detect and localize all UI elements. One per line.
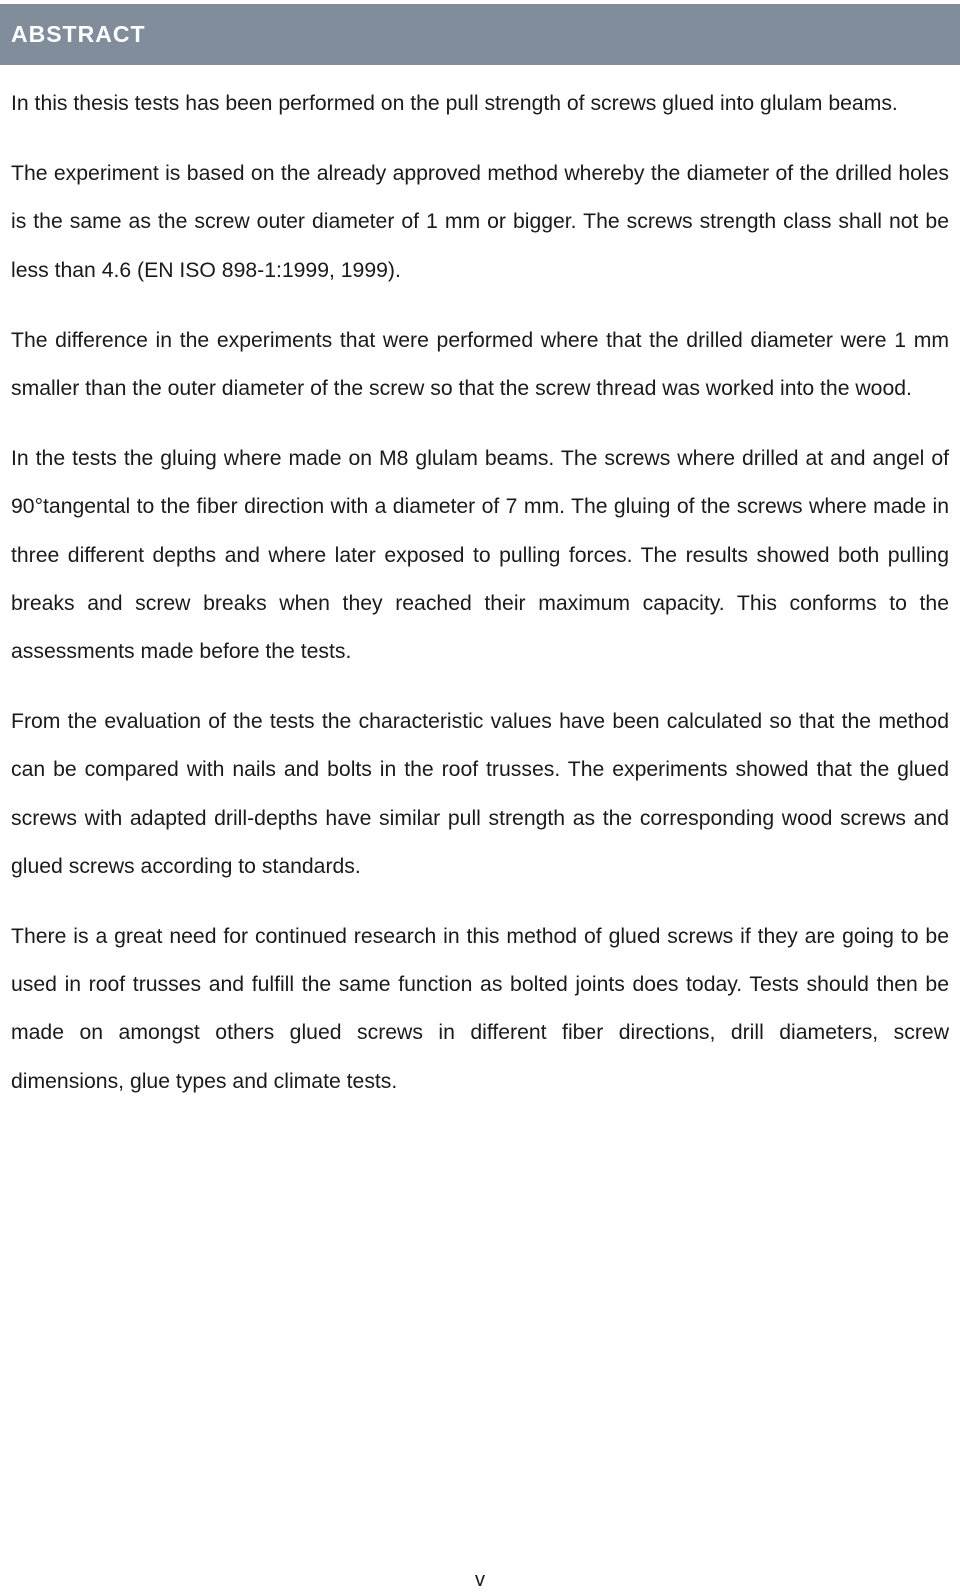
abstract-paragraph-1: In this thesis tests has been performed on the pull strength of screws glued into glulam beams. — [11, 92, 898, 115]
abstract-paragraph-5: From the evaluation of the tests the characteristic values have been calculated so that the method can be compared with nails and bolts in the roof trusses. The experiments showed that the glued screws with adapted drill-depths have similar pull strength as the corresponding wood screws and glued screws according to standards. — [11, 710, 949, 878]
abstract-paragraph-6: There is a great need for continued research in this method of glued screws if they are going to be used in roof trusses and fulfill the same function as bolted joints does today. Tests should then be made on amongst others glued screws in different fiber directions, drill diameters, screw dimensions, glue types and climate tests. — [11, 925, 949, 1093]
abstract-heading-bar — [0, 4, 960, 65]
abstract-paragraph-3: The difference in the experiments that were performed where that the drilled diameter were 1 mm smaller than the outer diameter of the screw so that the screw thread was worked into the wood. — [11, 328, 949, 401]
page-number: v — [475, 1569, 485, 1591]
abstract-heading: ABSTRACT — [11, 21, 146, 47]
abstract-body — [11, 80, 949, 1128]
abstract-paragraph-2: The experiment is based on the already approved method whereby the diameter of the drilled holes is the same as the screw outer diameter of 1 mm or bigger. The screws strength class shall not be less than 4.6 (EN ISO 898-1:1999, 1999). — [11, 162, 949, 282]
abstract-paragraph-4: In the tests the gluing where made on M8 glulam beams. The screws where drilled at and angel of 90°tangental to the fiber direction with a diameter of 7 mm. The gluing of the screws where made in three different depths and where later exposed to pulling forces. The results showed both pulling breaks and screw breaks when they reached their maximum capacity. This conforms to the assessments made before the tests. — [11, 447, 949, 664]
